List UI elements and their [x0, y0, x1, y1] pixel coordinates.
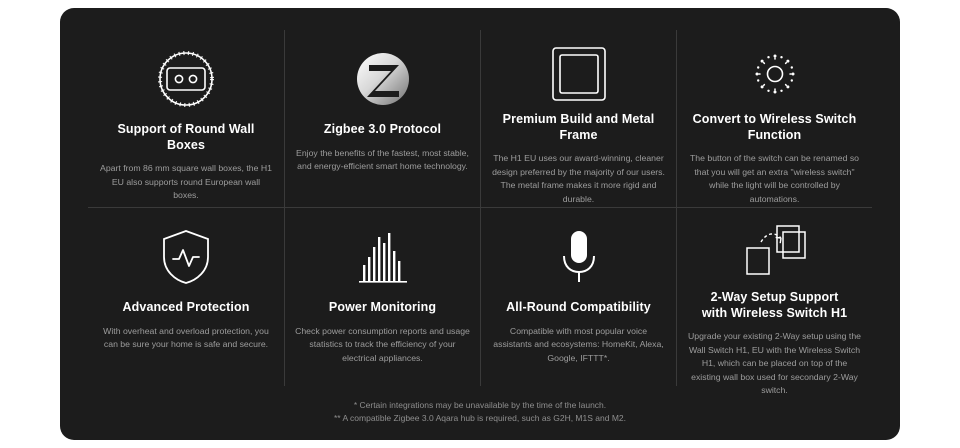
wireless-signal-icon — [737, 42, 813, 106]
feature-card-wireless-switch — [676, 30, 872, 208]
feature-title: All-Round Compatibility — [506, 300, 651, 314]
features-panel — [60, 8, 900, 440]
feature-card-all-round-compatibility — [480, 208, 676, 386]
shield-protection-icon — [148, 220, 224, 294]
feature-title: Power Monitoring — [328, 300, 437, 314]
two-way-switch-icon — [731, 220, 819, 284]
feature-card-two-way-setup — [676, 208, 872, 396]
feature-title: Zigbee 3.0 Protocol — [323, 122, 442, 136]
microphone-icon — [541, 220, 617, 294]
feature-card-zigbee-protocol — [284, 30, 480, 208]
footnote-1: * Certain integrations may be unavailable by the time of the launch. — [353, 399, 607, 410]
feature-description: Check power consumption reports and usage statistics to track the efficiency of your electrical appliances. — [295, 325, 470, 363]
round-wall-box-icon — [148, 42, 224, 116]
feature-description: Apart from 86 mm square wall boxes, the H1 EU also supports round European wall boxes. — [100, 163, 272, 201]
footnote-2: ** A compatible Zigbee 3.0 Aqara hub is required, such as G2H, M1S and M2. — [333, 413, 626, 424]
feature-title-line1: 2-Way Setup Support — [710, 290, 839, 304]
feature-description: The H1 EU uses our award-winning, cleaner design preferred by the majority of our users. The metal frame makes it more rigid and durable. — [492, 153, 665, 204]
features-grid — [88, 30, 872, 396]
footnotes — [60, 399, 900, 426]
feature-description: With overheat and overload protection, you can be sure your home is safe and secure. — [103, 325, 269, 350]
feature-card-premium-build — [480, 30, 676, 208]
feature-description: Enjoy the benefits of the fastest, most stable, and energy-efficient smart home technology. — [296, 147, 469, 172]
feature-title: Convert to Wireless Switch Function — [692, 112, 857, 142]
feature-title-line2: with Wireless Switch H1 — [701, 305, 848, 320]
zigbee-logo-icon — [345, 42, 421, 116]
feature-title — [702, 290, 847, 321]
bar-chart-icon — [345, 220, 421, 294]
metal-frame-square-icon — [541, 42, 617, 106]
feature-card-power-monitoring — [284, 208, 480, 386]
feature-description: The button of the switch can be renamed so that you will get an extra "wireless switch" while the light will be controlled by automations. — [689, 153, 860, 204]
feature-description: Compatible with most popular voice assistants and ecosystems: HomeKit, Alexa, Google, IFTTT*. — [493, 325, 664, 363]
feature-card-advanced-protection — [88, 208, 284, 386]
feature-title: Premium Build and Metal Frame — [502, 112, 655, 142]
feature-card-round-wall-boxes — [88, 30, 284, 208]
feature-title: Support of Round Wall Boxes — [117, 122, 255, 152]
feature-description: Upgrade your existing 2-Way setup using the Wall Switch H1, EU with the Wireless Switch H1, which can be placed on top of the existing wall box used for secondary 2-Way switch. — [687, 331, 862, 396]
feature-title: Advanced Protection — [122, 300, 250, 314]
